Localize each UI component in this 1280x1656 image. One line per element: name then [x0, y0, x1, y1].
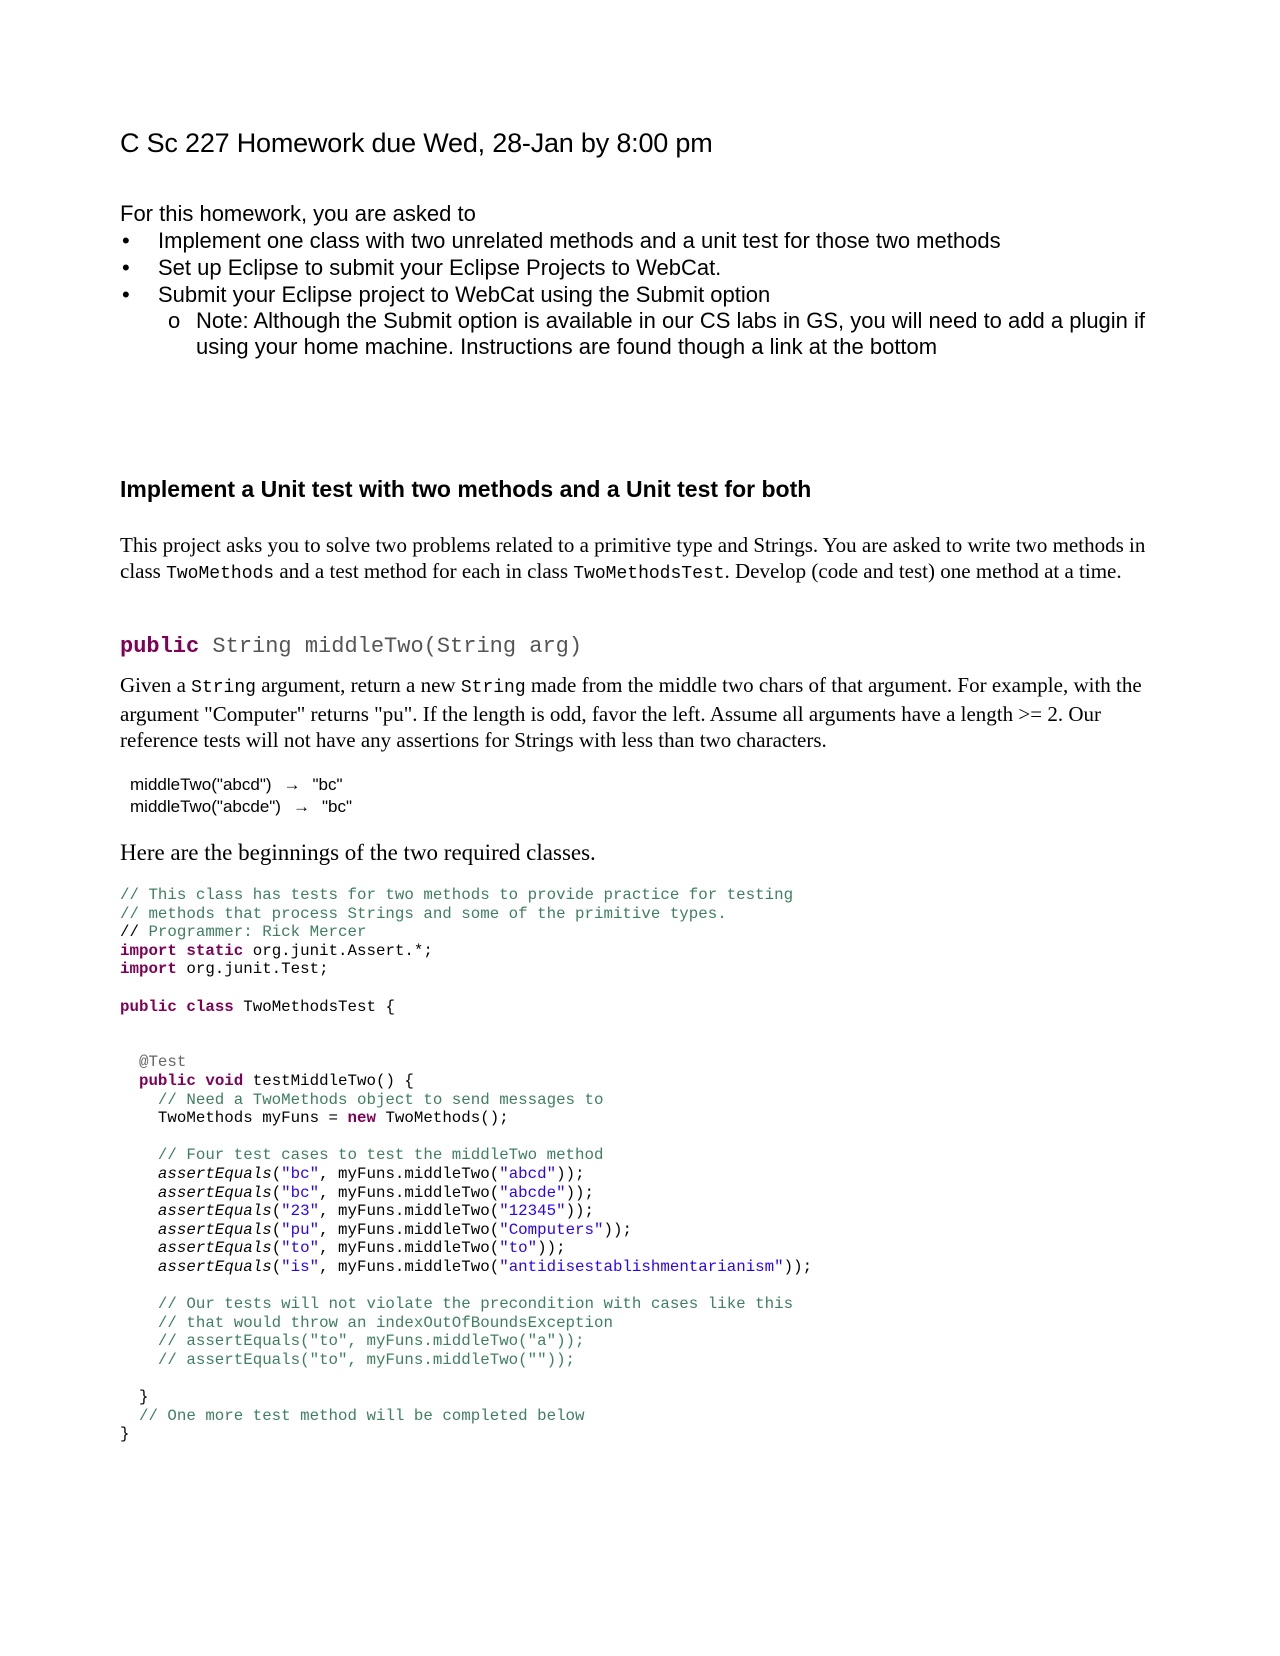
task-item: • Set up Eclipse to submit your Eclipse Projects to WebCat. [122, 255, 722, 280]
project-description: This project asks you to solve two problems related to a primitive type and Strings. You are asked to write two methods in class TwoMethods and a test method for each in class TwoMethodsTest. Develop (code and test) one method at a time. [120, 533, 1146, 584]
method-signature: public String middleTwo(String arg) [120, 634, 583, 659]
intro-lead: For this homework, you are asked to [120, 201, 476, 226]
page-title: C Sc 227 Homework due Wed, 28-Jan by 8:00 pm [120, 128, 713, 158]
circle-bullet-icon: o [168, 308, 181, 333]
examples [130, 774, 352, 818]
bullet-icon: • [122, 255, 130, 280]
intro [120, 200, 1160, 360]
arrow-icon: → [292, 797, 310, 816]
note-item: o Note: Although the Submit option is available in our CS labs in GS, you will need to add a plugin if using your home machine. Instructions are found though a link at the bottom [168, 308, 1146, 359]
task-item: • Submit your Eclipse project to WebCat using the Submit option [122, 282, 771, 307]
method-description: Given a String argument, return a new String made from the middle two chars of that argument. For example, with the argument "Computer" returns "pu". If the length is odd, favor the left. Assume all arguments have a length >= 2. Our reference tests will not have any assertions for Strings with less than two characters. [120, 673, 1142, 752]
task-item: • Implement one class with two unrelated methods and a unit test for those two methods [122, 228, 1001, 253]
code-listing: // This class has tests for two methods to provide practice for testing // methods that process Strings and some of the primitive types. // Programmer: Rick Mercer import static org.junit.Assert.*; import org.junit.Test; public class TwoMethodsTest { @Test public void testMiddleTwo() { // Need a TwoMethods object to send messages to TwoMethods myFuns = new TwoMethods(); // Four test cases to test the middleTwo method assertEquals("bc", myFuns.middleTwo("abcd")); assertEquals("bc", myFuns.middleTwo("abcde")); assertEquals("23", myFuns.middleTwo("12345")); assertEquals("pu", myFuns.middleTwo("Computers")); assertEquals("to", myFuns.middleTwo("to")); assertEquals("is", myFuns.middleTwo("antidisestablishmentarianism")); // Our tests will not violate the precondition with cases like this // that would throw an indexOutOfBoundsException // assertEquals("to", myFuns.middleTwo("a")); // assertEquals("to", myFuns.middleTwo("")); } // One more test method will be completed below } [120, 886, 813, 1444]
section-heading: Implement a Unit test with two methods and a Unit test for both [120, 476, 812, 502]
classes-intro: Here are the beginnings of the two required classes. [120, 840, 596, 865]
example-line: middleTwo("abcde") → "bc" [130, 797, 352, 816]
bullet-icon: • [122, 282, 130, 307]
sub-list [120, 308, 1160, 360]
task-list [120, 227, 1160, 308]
arrow-icon: → [283, 775, 301, 794]
example-line: middleTwo("abcd") → "bc" [130, 775, 343, 794]
bullet-icon: • [122, 228, 130, 253]
